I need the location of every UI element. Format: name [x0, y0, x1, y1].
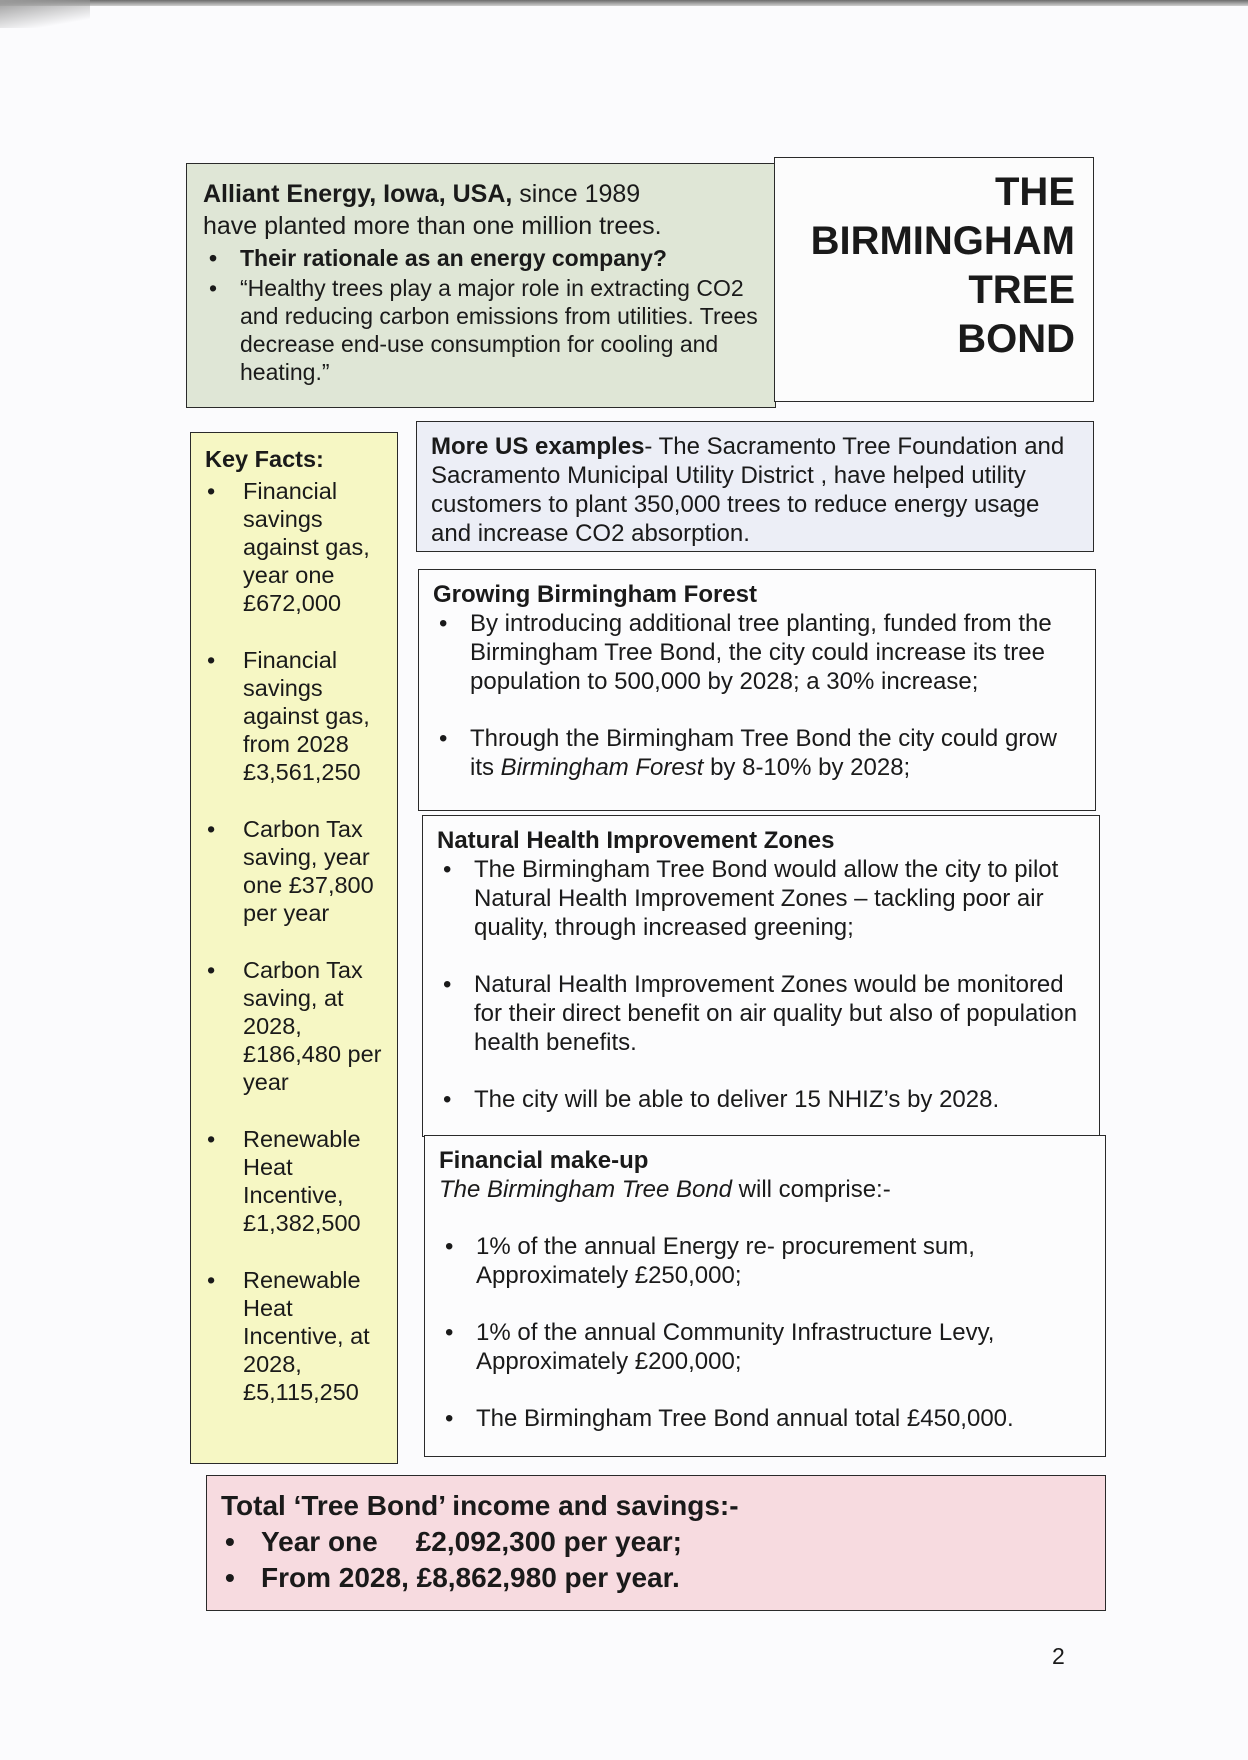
forest-bullet2-em: Birmingham Forest — [500, 754, 704, 781]
page-number: 2 — [1052, 1643, 1065, 1669]
financial-heading: Financial make-up — [439, 1147, 649, 1174]
us-examples-text: - The Sacramento Tree Foundation and Sacramento Municipal Utility District , have helped utility customers to plant 350,000 trees to reduce energy usage and increase CO2 absorption. — [431, 433, 1065, 547]
key-fact-item: • Renewable Heat Incentive, £1,382,500 — [205, 1125, 389, 1237]
financial-box — [424, 1135, 1106, 1457]
financial-bullet: • 1% of the annual Energy re- procurement sum, Approximately £250,000; — [439, 1232, 1091, 1290]
totals-year-one — [221, 1524, 1091, 1560]
financial-bullet: • 1% of the annual Community Infrastructure Levy, Approximately £200,000; — [439, 1318, 1091, 1376]
forest-box — [418, 569, 1096, 811]
forest-bullet2-post: by 8-10% by 2028; — [703, 754, 911, 781]
key-fact-item: • Carbon Tax saving, year one £37,800 per year — [205, 815, 389, 927]
forest-bullets — [433, 609, 1081, 782]
scan-corner — [0, 0, 90, 28]
forest-bullet2-pre: Through the Birmingham Tree Bond the city could grow its — [470, 725, 1057, 781]
intro-bullet-rationale: • Their rationale as an energy company? — [203, 244, 761, 272]
forest-bullet: • By introducing additional tree planting, funded from the Birmingham Tree Bond, the city could increase its tree population to 500,000 by 2028; a 30% increase; — [433, 609, 1081, 696]
forest-bullet — [433, 724, 1081, 782]
intro-company: Alliant Energy, Iowa, USA, — [203, 180, 513, 208]
nhiz-bullet: • The Birmingham Tree Bond would allow the city to pilot Natural Health Improvement Zones – tackling poor air quality, through increased greening; — [437, 855, 1085, 942]
us-examples-box — [416, 421, 1094, 552]
totals-heading: Total ‘Tree Bond’ income and savings:- — [221, 1490, 739, 1521]
title-box — [774, 157, 1094, 402]
financial-intro-em: The Birmingham Tree Bond — [439, 1176, 733, 1203]
financial-intro — [439, 1175, 1091, 1204]
intro-since: since 1989 — [512, 180, 641, 208]
nhiz-box — [422, 815, 1100, 1137]
nhiz-bullet: • The city will be able to deliver 15 NHIZ’s by 2028. — [437, 1085, 1085, 1114]
key-facts-list — [205, 477, 389, 1406]
totals-box — [206, 1475, 1106, 1611]
key-fact-item: • Renewable Heat Incentive, at 2028, £5,115,250 — [205, 1266, 389, 1406]
title-line-1: THE — [995, 170, 1075, 214]
us-examples-heading: More US examples — [431, 433, 645, 460]
totals-year-one-label: Year one — [261, 1526, 378, 1557]
key-fact-item: • Financial savings against gas, year one £672,000 — [205, 477, 389, 617]
intro-bullets — [203, 244, 761, 386]
title-line-2: BIRMINGHAM — [810, 219, 1075, 263]
financial-bullet: • The Birmingham Tree Bond annual total £450,000. — [439, 1404, 1091, 1433]
key-fact-item: • Financial savings against gas, from 2028 £3,561,250 — [205, 646, 389, 786]
key-facts-box — [190, 432, 398, 1464]
totals-from-2028: • From 2028, £8,862,980 per year. — [221, 1560, 1091, 1596]
scan-edge — [0, 0, 1248, 6]
title-line-3: TREE — [968, 268, 1075, 312]
nhiz-bullet: • Natural Health Improvement Zones would be monitored for their direct benefit on air quality but also of population health benefits. — [437, 970, 1085, 1057]
key-facts-heading: Key Facts: — [205, 446, 324, 472]
totals-bullets — [221, 1524, 1091, 1596]
totals-year-one-value: £2,092,300 per year; — [415, 1526, 682, 1557]
intro-box — [186, 163, 776, 408]
financial-intro-rest: will comprise:- — [732, 1176, 891, 1203]
title-line-4: BOND — [957, 317, 1075, 361]
intro-line1 — [203, 178, 761, 210]
financial-bullets — [439, 1232, 1091, 1433]
nhiz-heading: Natural Health Improvement Zones — [437, 827, 835, 854]
intro-line2: have planted more than one million trees. — [203, 212, 662, 240]
key-fact-item: • Carbon Tax saving, at 2028, £186,480 per year — [205, 956, 389, 1096]
intro-bullet-quote: • “Healthy trees play a major role in extracting CO2 and reducing carbon emissions from utilities. Trees decrease end-use consumption for cooling and heating.” — [203, 274, 761, 386]
forest-heading: Growing Birmingham Forest — [433, 581, 758, 608]
nhiz-bullets — [437, 855, 1085, 1114]
